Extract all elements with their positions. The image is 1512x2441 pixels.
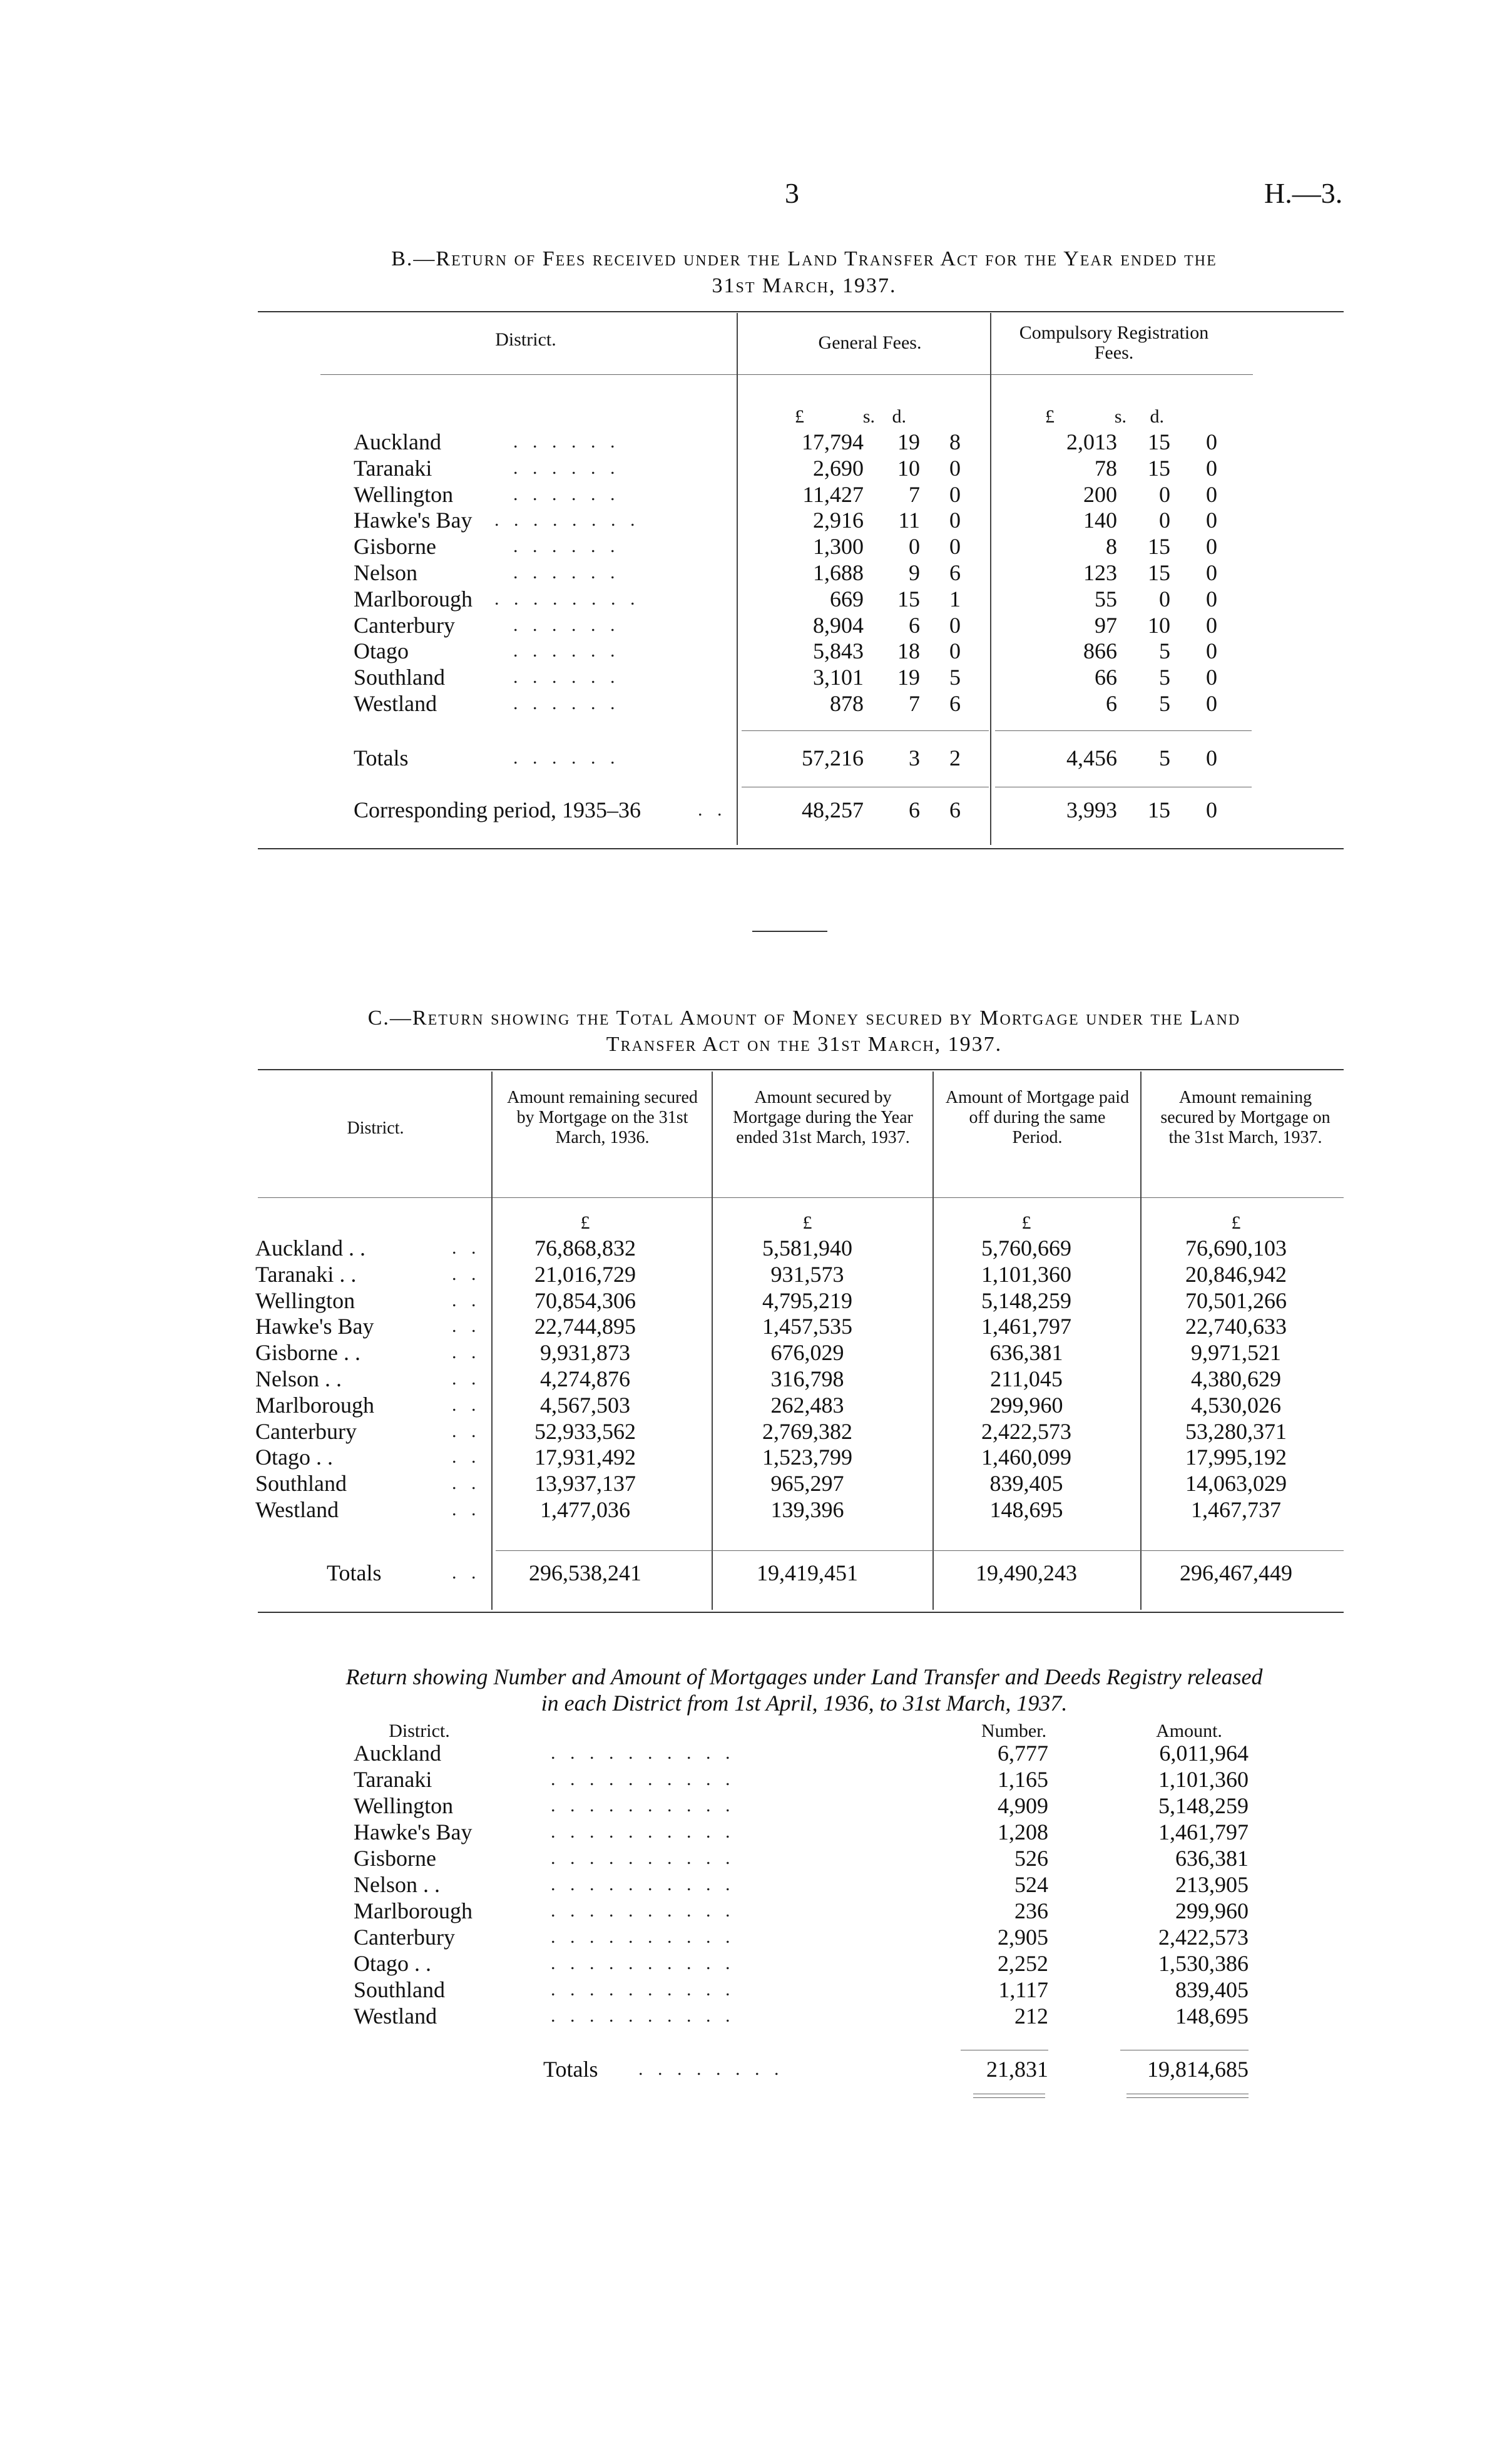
table-d-number-row-8: 2,252 bbox=[998, 1951, 1048, 1976]
table-c-amount-row-9: 13,937,137 bbox=[534, 1471, 636, 1497]
table-b-general-fee-row-9: 5 bbox=[949, 665, 961, 690]
table-b-district-row-9: Southland bbox=[354, 665, 446, 690]
table-b-district-row-10: Westland bbox=[354, 691, 437, 716]
table-d-district-row-9: Southland bbox=[354, 1977, 446, 2002]
table-b-general-fee-corresponding: 6 bbox=[949, 797, 961, 822]
table-b-compulsory-fee-row-5: 15 bbox=[1148, 560, 1170, 585]
table-b-title-line1: B.—Return of Fees received under the Land Transfer Act for the Year ended the bbox=[391, 247, 1217, 270]
table-b-general-fee-row-3: 11 bbox=[898, 508, 920, 533]
table-d-district-row-2: Wellington bbox=[354, 1793, 454, 1818]
table-b-general-fee-row-5: 1,688 bbox=[813, 560, 864, 585]
table-b-compulsory-fee-totals: 5 bbox=[1159, 745, 1170, 770]
table-c-amount-row-2: 70,501,266 bbox=[1185, 1287, 1287, 1313]
table-d-number-row-3: 1,208 bbox=[998, 1819, 1048, 1845]
table-b-general-fee-row-8: 0 bbox=[949, 638, 961, 664]
leader-dots: . . . . . . bbox=[513, 483, 620, 504]
table-b-general-fee-row-7: 0 bbox=[949, 612, 961, 638]
leader-dots: . . bbox=[452, 1368, 481, 1389]
table-d-district-row-4: Gisborne bbox=[354, 1846, 436, 1871]
table-c-district-row-4: Gisborne . . bbox=[255, 1340, 360, 1366]
table-c-amount-row-1: 20,846,942 bbox=[1185, 1261, 1287, 1287]
table-b-compulsory-fee-row-4: 15 bbox=[1148, 534, 1170, 560]
leader-dots: . . bbox=[452, 1394, 481, 1415]
table-b-general-fee-corresponding: 6 bbox=[909, 797, 920, 822]
table-b-general-fee-row-2: 7 bbox=[909, 481, 920, 507]
table-b-unit-label: £ bbox=[795, 406, 804, 427]
table-b-district-row-8: Otago bbox=[354, 638, 409, 664]
leader-dots: . . bbox=[698, 799, 727, 820]
table-b-compulsory-fee-corresponding: 15 bbox=[1148, 797, 1170, 822]
table-c-amount-row-3: 22,740,633 bbox=[1185, 1314, 1287, 1339]
table-b-general-fee-totals: 57,216 bbox=[802, 745, 864, 770]
table-c-amount-row-6: 299,960 bbox=[989, 1392, 1063, 1418]
table-b-compulsory-fee-row-6: 55 bbox=[1095, 586, 1117, 612]
table-c-district-row-10: Westland bbox=[255, 1497, 339, 1522]
table-b-general-fee-row-4: 1,300 bbox=[813, 534, 864, 560]
table-b-general-fee-row-3: 0 bbox=[949, 508, 961, 533]
leader-dots: . . . . . . . . . . bbox=[551, 1769, 735, 1789]
leader-dots: . . bbox=[452, 1499, 481, 1520]
table-b-general-fee-totals: 2 bbox=[949, 745, 961, 770]
table-d-amount-row-8: 1,530,386 bbox=[1158, 1951, 1249, 1976]
table-d-amount-row-6: 299,960 bbox=[1175, 1898, 1249, 1923]
table-c-district-row-0: Auckland . . bbox=[255, 1236, 365, 1261]
table-c-amount-row-8: 1,523,799 bbox=[762, 1445, 852, 1470]
table-b-compulsory-fee-row-9: 0 bbox=[1206, 665, 1217, 690]
leader-dots: . . . . . . . . . . bbox=[551, 2005, 735, 2026]
table-b-district-row-0: Auckland bbox=[354, 429, 441, 454]
table-b-compulsory-fee-row-0: 0 bbox=[1206, 429, 1217, 454]
table-b-district-row-4: Gisborne bbox=[354, 534, 436, 560]
table-c-amount-row-6: 4,567,503 bbox=[540, 1392, 630, 1418]
table-c-amount-row-2: 4,795,219 bbox=[762, 1287, 852, 1313]
table-c-amount-row-9: 965,297 bbox=[770, 1471, 844, 1497]
table-b-compulsory-fee-corresponding: 0 bbox=[1206, 797, 1217, 822]
table-b-district-row-2: Wellington bbox=[354, 481, 454, 507]
table-c-amount-row-2: 5,148,259 bbox=[981, 1287, 1071, 1313]
table-b-general-fee-row-4: 0 bbox=[949, 534, 961, 560]
table-c-amount-row-8: 1,460,099 bbox=[981, 1445, 1071, 1470]
table-c-amount-row-7: 2,769,382 bbox=[762, 1418, 852, 1444]
table-d-number-totals: 21,831 bbox=[986, 2057, 1048, 2082]
table-c-amount-row-4: 9,971,521 bbox=[1191, 1340, 1281, 1366]
table-d-number-row-6: 236 bbox=[1014, 1898, 1048, 1923]
table-b-compulsory-fee-row-8: 866 bbox=[1083, 638, 1117, 664]
table-b-compulsory-fee-row-7: 0 bbox=[1206, 612, 1217, 638]
table-b-district-corresponding: Corresponding period, 1935–36 bbox=[354, 797, 641, 822]
table-b-general-fee-row-10: 878 bbox=[830, 691, 864, 716]
table-c-amount-row-8: 17,995,192 bbox=[1185, 1445, 1287, 1470]
page-number: 3 bbox=[785, 177, 799, 209]
table-b-general-fee-row-5: 9 bbox=[909, 560, 920, 585]
table-b-compulsory-fee-row-7: 97 bbox=[1095, 612, 1117, 638]
table-b-general-fee-row-6: 15 bbox=[897, 586, 920, 612]
table-b-general-fee-row-1: 0 bbox=[949, 455, 961, 481]
table-b-general-fee-row-0: 17,794 bbox=[802, 429, 864, 454]
table-d-number-row-0: 6,777 bbox=[998, 1741, 1048, 1766]
table-b-compulsory-fee-row-0: 2,013 bbox=[1066, 429, 1117, 454]
table-d-number-row-10: 212 bbox=[1014, 2003, 1048, 2029]
table-c-amount-row-5: 4,274,876 bbox=[540, 1366, 630, 1391]
table-c-amount-row-0: 5,760,669 bbox=[981, 1236, 1071, 1261]
table-c-header-district: District. bbox=[347, 1118, 404, 1138]
table-b-compulsory-fee-row-1: 78 bbox=[1095, 455, 1117, 481]
leader-dots: . . . . . . . . . . bbox=[551, 1979, 735, 2000]
table-b-district-row-3: Hawke's Bay bbox=[354, 508, 472, 533]
table-b-compulsory-fee-row-9: 66 bbox=[1095, 665, 1117, 690]
table-d-amount-row-7: 2,422,573 bbox=[1158, 1925, 1249, 1950]
table-c-amount-totals: 296,538,241 bbox=[529, 1560, 641, 1585]
leader-dots: . . bbox=[452, 1446, 481, 1468]
table-b-general-fee-row-1: 10 bbox=[897, 455, 920, 481]
table-c-amount-row-5: 211,045 bbox=[990, 1366, 1063, 1391]
table-c-unit-label: £ bbox=[1021, 1212, 1031, 1233]
table-c-title-line1: C.—Return showing the Total Amount of Money secured by Mortgage under the Land bbox=[367, 1006, 1241, 1030]
table-b-general-fee-row-2: 0 bbox=[949, 481, 961, 507]
table-c-amount-row-7: 53,280,371 bbox=[1185, 1418, 1287, 1444]
leader-dots: . . . . . . bbox=[513, 693, 620, 714]
table-b-compulsory-fee-totals: 0 bbox=[1206, 745, 1217, 770]
table-b-general-fee-totals: 3 bbox=[909, 745, 920, 770]
table-c-amount-row-9: 14,063,029 bbox=[1185, 1471, 1287, 1497]
table-d-amount-totals: 19,814,685 bbox=[1147, 2057, 1249, 2082]
table-d-amount-row-3: 1,461,797 bbox=[1158, 1819, 1249, 1845]
table-b-header-compulsory-fees: Compulsory Registration Fees. bbox=[1019, 322, 1209, 363]
table-c-amount-row-4: 636,381 bbox=[989, 1340, 1063, 1366]
table-d-title-line1: Return showing Number and Amount of Mortgages under Land Transfer and Deeds Registry released bbox=[345, 1664, 1263, 1689]
table-b-general-fee-row-6: 1 bbox=[949, 586, 961, 612]
table-c-amount-totals: 19,419,451 bbox=[757, 1560, 858, 1585]
leader-dots: . . . . . . . . . . bbox=[551, 1848, 735, 1868]
table-b-general-fee-row-2: 11,427 bbox=[802, 481, 864, 507]
table-c-district-row-1: Taranaki . . bbox=[255, 1261, 357, 1287]
table-d-header-number: Number. bbox=[981, 1721, 1047, 1741]
table-b-general-fee-row-0: 8 bbox=[949, 429, 961, 454]
table-b-general-fee-row-10: 7 bbox=[909, 691, 920, 716]
table-d-amount-row-5: 213,905 bbox=[1175, 1872, 1249, 1897]
table-d-amount-row-2: 5,148,259 bbox=[1158, 1793, 1249, 1818]
table-b-compulsory-fee-row-5: 0 bbox=[1206, 560, 1217, 585]
table-c-amount-row-10: 1,477,036 bbox=[540, 1497, 630, 1522]
leader-dots: . . . . . . . . . . bbox=[551, 1927, 735, 1947]
table-d-district-row-8: Otago . . bbox=[354, 1951, 431, 1976]
leader-dots: . . . . . . . . . . bbox=[551, 1900, 735, 1921]
table-b-compulsory-fee-row-8: 0 bbox=[1206, 638, 1217, 664]
table-b-general-fee-row-8: 18 bbox=[897, 638, 920, 664]
table-c-amount-row-10: 139,396 bbox=[770, 1497, 844, 1522]
table-b-compulsory-fee-row-1: 0 bbox=[1206, 455, 1217, 481]
table-c-amount-row-6: 4,530,026 bbox=[1191, 1392, 1281, 1418]
table-b-compulsory-fee-row-6: 0 bbox=[1159, 586, 1170, 612]
table-c-header-remaining-1936: Amount remaining secured by Mortgage on the 31st March, 1936. bbox=[507, 1088, 698, 1147]
table-b-compulsory-fee-row-10: 0 bbox=[1206, 691, 1217, 716]
table-c-amount-totals: 19,490,243 bbox=[976, 1560, 1077, 1585]
table-b-compulsory-fee-row-9: 5 bbox=[1159, 665, 1170, 690]
leader-dots: . . . . . . . . bbox=[638, 2059, 784, 2079]
table-b-district-row-1: Taranaki bbox=[354, 455, 432, 481]
leader-dots: . . . . . . bbox=[513, 536, 620, 557]
table-b-compulsory-fee-row-3: 0 bbox=[1206, 508, 1217, 533]
table-b-compulsory-fee-row-4: 8 bbox=[1106, 534, 1117, 560]
table-b-general-fee-row-1: 2,690 bbox=[813, 455, 864, 481]
table-b-compulsory-fee-row-7: 10 bbox=[1148, 612, 1170, 638]
table-b-general-fee-row-6: 669 bbox=[830, 586, 864, 612]
table-c-district-row-5: Nelson . . bbox=[255, 1366, 342, 1391]
leader-dots: . . . . . . . . . . bbox=[551, 1874, 735, 1895]
table-c-amount-row-0: 76,690,103 bbox=[1185, 1236, 1287, 1261]
leader-dots: . . . . . . . . . . bbox=[551, 1795, 735, 1816]
leader-dots: . . bbox=[452, 1473, 481, 1494]
table-b-compulsory-fee-row-10: 6 bbox=[1106, 691, 1117, 716]
table-b-general-fee-row-8: 5,843 bbox=[813, 638, 864, 664]
table-c-amount-row-8: 17,931,492 bbox=[534, 1445, 636, 1470]
table-d-amount-row-10: 148,695 bbox=[1175, 2003, 1249, 2029]
table-b-compulsory-fee-row-6: 0 bbox=[1206, 586, 1217, 612]
table-c-amount-row-0: 76,868,832 bbox=[534, 1236, 636, 1261]
table-b-unit-label: d. bbox=[1150, 406, 1164, 427]
table-b-unit-label: £ bbox=[1045, 406, 1055, 427]
table-b-compulsory-fee-row-3: 0 bbox=[1159, 508, 1170, 533]
table-b-general-fee-row-9: 3,101 bbox=[813, 665, 864, 690]
table-b-compulsory-fee-row-2: 200 bbox=[1083, 481, 1117, 507]
table-b-unit-label: d. bbox=[892, 406, 906, 427]
table-b-general-fee-row-0: 19 bbox=[897, 429, 920, 454]
table-b-general-fee-row-7: 8,904 bbox=[813, 612, 864, 638]
table-d-district-totals: Totals bbox=[543, 2057, 598, 2082]
table-c-unit-label: £ bbox=[1231, 1212, 1241, 1233]
table-c-amount-row-7: 2,422,573 bbox=[981, 1418, 1071, 1444]
table-b-district-totals: Totals bbox=[354, 745, 409, 770]
leader-dots: . . . . . . bbox=[513, 614, 620, 635]
table-b-compulsory-fee-corresponding: 3,993 bbox=[1066, 797, 1117, 822]
table-c-unit-label: £ bbox=[580, 1212, 590, 1233]
table-b-general-fee-row-9: 19 bbox=[897, 665, 920, 690]
table-c-district-row-7: Canterbury bbox=[255, 1418, 357, 1444]
table-c-amount-row-3: 1,461,797 bbox=[981, 1314, 1071, 1339]
leader-dots: . . bbox=[452, 1342, 481, 1363]
leader-dots: . . bbox=[452, 1316, 481, 1337]
table-b-compulsory-fee-row-4: 0 bbox=[1206, 534, 1217, 560]
table-c-title-line2: Transfer Act on the 31st March, 1937. bbox=[606, 1033, 1003, 1056]
table-d-amount-row-0: 6,011,964 bbox=[1159, 1741, 1249, 1766]
leader-dots: . . bbox=[452, 1289, 481, 1311]
leader-dots: . . . . . . bbox=[513, 457, 620, 478]
table-d-district-row-5: Nelson . . bbox=[354, 1872, 440, 1897]
leader-dots: . . bbox=[452, 1263, 481, 1284]
table-b-compulsory-fee-row-2: 0 bbox=[1159, 481, 1170, 507]
leader-dots: . . . . . . bbox=[513, 431, 620, 452]
table-d-district-row-6: Marlborough bbox=[354, 1898, 472, 1923]
table-c-district-row-3: Hawke's Bay bbox=[255, 1314, 374, 1339]
table-b-compulsory-fee-row-10: 5 bbox=[1159, 691, 1170, 716]
table-c-amount-row-5: 316,798 bbox=[770, 1366, 844, 1391]
table-b-district-row-7: Canterbury bbox=[354, 612, 455, 638]
table-c-amount-row-4: 9,931,873 bbox=[540, 1340, 630, 1366]
table-d-district-row-7: Canterbury bbox=[354, 1925, 455, 1950]
table-c-header-paid-off: Amount of Mortgage paid off during the same Period. bbox=[945, 1088, 1130, 1147]
table-c-amount-row-0: 5,581,940 bbox=[762, 1236, 852, 1261]
leader-dots: . . . . . . bbox=[513, 667, 620, 688]
table-b-unit-label: s. bbox=[862, 406, 875, 427]
table-b-compulsory-fee-row-8: 5 bbox=[1159, 638, 1170, 664]
table-b-general-fee-row-4: 0 bbox=[909, 534, 920, 560]
table-c-district-row-6: Marlborough bbox=[255, 1392, 374, 1418]
table-c-header-remaining-1937: Amount remaining secured by Mortgage on the 31st March, 1937. bbox=[1160, 1088, 1331, 1147]
table-d-district-row-10: Westland bbox=[354, 2003, 437, 2029]
table-c-amount-row-9: 839,405 bbox=[989, 1471, 1063, 1497]
table-c-amount-row-2: 70,854,306 bbox=[534, 1287, 636, 1313]
table-c-amount-row-10: 1,467,737 bbox=[1191, 1497, 1281, 1522]
table-d-amount-row-4: 636,381 bbox=[1175, 1846, 1249, 1871]
leader-dots: . . bbox=[452, 1420, 481, 1441]
table-d-header-district: District. bbox=[389, 1721, 450, 1741]
table-c-district-totals: Totals bbox=[327, 1560, 382, 1585]
table-b-compulsory-fee-row-0: 15 bbox=[1148, 429, 1170, 454]
table-d-number-row-7: 2,905 bbox=[998, 1925, 1048, 1950]
table-c-amount-row-4: 676,029 bbox=[770, 1340, 844, 1366]
table-c-district-row-8: Otago . . bbox=[255, 1445, 333, 1470]
leader-dots: . . . . . . . . . . bbox=[551, 1742, 735, 1763]
leader-dots: . . bbox=[452, 1237, 481, 1258]
leader-dots: . . . . . . . . . . bbox=[551, 1821, 735, 1842]
leader-dots: . . bbox=[452, 1562, 481, 1583]
table-b-compulsory-fee-row-2: 0 bbox=[1206, 481, 1217, 507]
table-b-general-fee-row-10: 6 bbox=[949, 691, 961, 716]
table-d-number-row-4: 526 bbox=[1014, 1846, 1048, 1871]
table-b-header-district: District. bbox=[495, 329, 556, 350]
table-c-amount-row-1: 931,573 bbox=[770, 1261, 844, 1287]
table-c-amount-row-10: 148,695 bbox=[989, 1497, 1063, 1522]
table-d-district-row-1: Taranaki bbox=[354, 1767, 432, 1792]
table-d-number-row-5: 524 bbox=[1014, 1872, 1048, 1897]
table-d-number-row-9: 1,117 bbox=[998, 1977, 1048, 2002]
table-b-district-row-5: Nelson bbox=[354, 560, 417, 585]
table-c-amount-row-6: 262,483 bbox=[770, 1392, 844, 1418]
table-c-amount-row-1: 1,101,360 bbox=[981, 1261, 1071, 1287]
table-d-title-line2: in each District from 1st April, 1936, to 31st March, 1937. bbox=[541, 1691, 1068, 1716]
table-c-amount-row-7: 52,933,562 bbox=[534, 1418, 636, 1444]
table-d-amount-row-9: 839,405 bbox=[1175, 1977, 1249, 2002]
leader-dots: . . . . . . . . . . bbox=[551, 1953, 735, 1973]
table-b-general-fee-row-3: 2,916 bbox=[813, 508, 864, 533]
table-b-general-fee-row-5: 6 bbox=[949, 560, 961, 585]
table-b-compulsory-fee-row-5: 123 bbox=[1083, 560, 1117, 585]
leader-dots: . . . . . . bbox=[513, 562, 620, 583]
table-d-header-amount: Amount. bbox=[1156, 1721, 1222, 1741]
page-reference: H.—3. bbox=[1264, 177, 1343, 209]
table-b-compulsory-fee-row-3: 140 bbox=[1083, 508, 1117, 533]
table-d-amount-row-1: 1,101,360 bbox=[1158, 1767, 1249, 1792]
leader-dots: . . . . . . bbox=[513, 747, 620, 768]
table-b-unit-label: s. bbox=[1114, 406, 1126, 427]
table-b-general-fee-row-7: 6 bbox=[909, 612, 920, 638]
table-b-title-line2: 31st March, 1937. bbox=[712, 274, 897, 297]
table-c-amount-totals: 296,467,449 bbox=[1180, 1560, 1292, 1585]
leader-dots: . . . . . . bbox=[513, 640, 620, 662]
table-b-compulsory-fee-row-1: 15 bbox=[1148, 455, 1170, 481]
leader-dots: . . . . . . . . bbox=[494, 509, 640, 531]
table-d-number-row-2: 4,909 bbox=[998, 1793, 1048, 1818]
table-b-general-fee-corresponding: 48,257 bbox=[802, 797, 864, 822]
table-d-district-row-0: Auckland bbox=[354, 1741, 441, 1766]
table-c-amount-row-5: 4,380,629 bbox=[1191, 1366, 1281, 1391]
table-c-district-row-2: Wellington bbox=[255, 1287, 355, 1313]
table-c-header-secured-during-year: Amount secured by Mortgage during the Year ended 31st March, 1937. bbox=[733, 1088, 913, 1147]
leader-dots: . . . . . . . . bbox=[494, 588, 640, 609]
table-b-district-row-6: Marlborough bbox=[354, 586, 472, 612]
table-d-district-row-3: Hawke's Bay bbox=[354, 1819, 472, 1845]
table-c-amount-row-3: 22,744,895 bbox=[534, 1314, 636, 1339]
table-b-compulsory-fee-totals: 4,456 bbox=[1066, 745, 1117, 770]
table-c-amount-row-3: 1,457,535 bbox=[762, 1314, 852, 1339]
table-c-unit-label: £ bbox=[802, 1212, 812, 1233]
table-c-amount-row-1: 21,016,729 bbox=[534, 1261, 636, 1287]
table-d-number-row-1: 1,165 bbox=[998, 1767, 1048, 1792]
table-b-header-general-fees: General Fees. bbox=[818, 332, 922, 353]
table-c-district-row-9: Southland bbox=[255, 1471, 347, 1497]
